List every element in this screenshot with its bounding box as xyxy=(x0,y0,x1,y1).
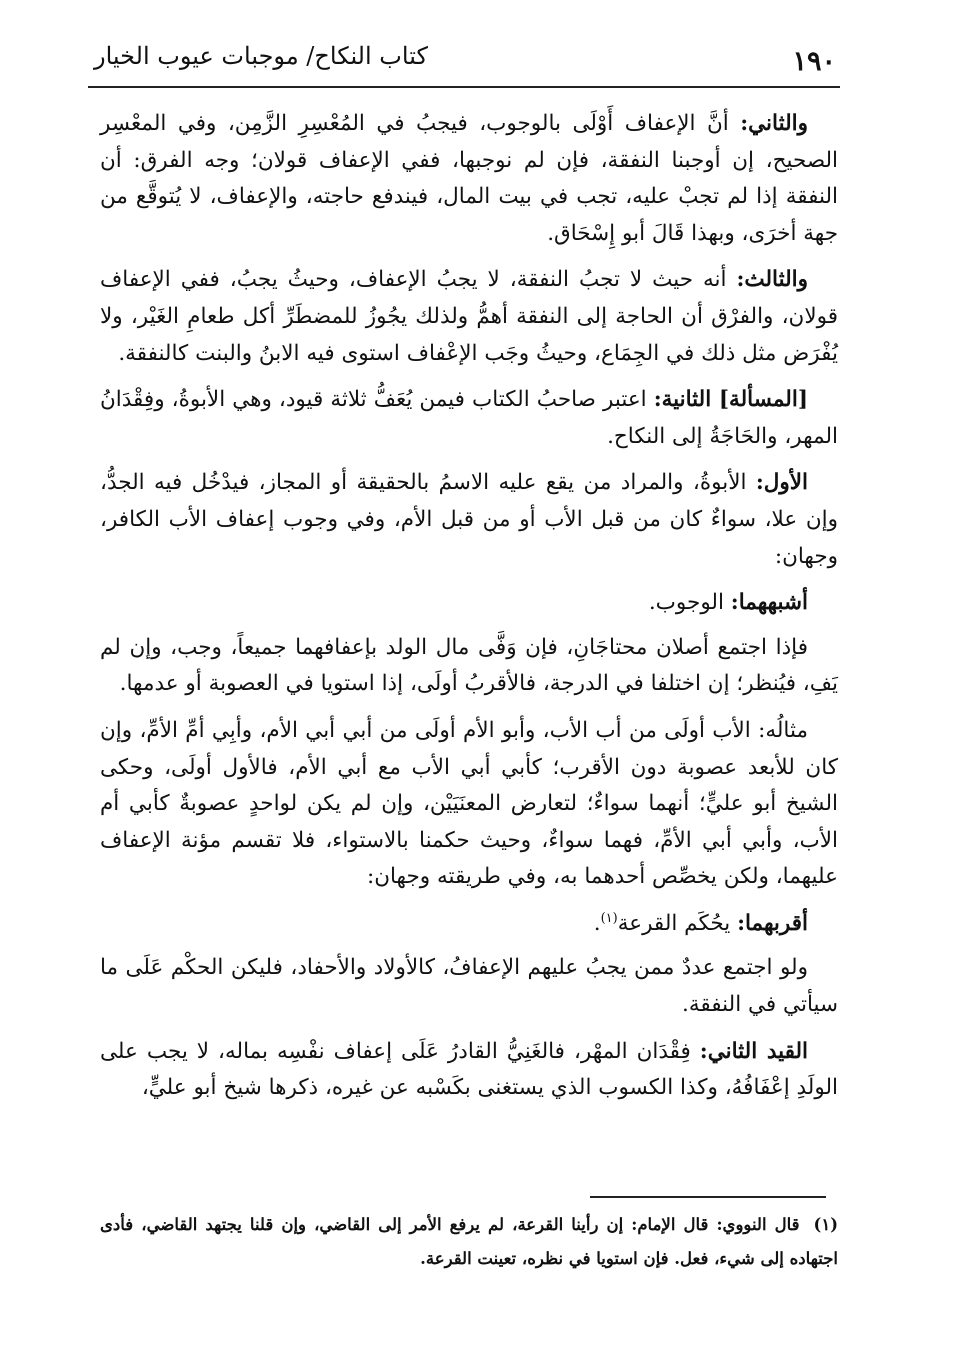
paragraph-lead: والثاني: xyxy=(740,111,808,136)
paragraph-second xyxy=(100,106,838,252)
main-text xyxy=(100,106,838,1117)
paragraph-text: الوجوب. xyxy=(648,590,731,616)
paragraph-two-ancestors xyxy=(100,630,838,703)
paragraph-text: ولو اجتمع عددٌ ممن يجبُ عليهم الإعفافُ، كالأولاد والأحفاد، فليكن الحكْم عَلَى ما سيأتي في النفقة. xyxy=(100,955,838,1018)
paragraph-text: أنَّ الإعفاف أَوْلَى بالوجوب، فيجبُ في المُعْسِرِ الزَّمِن، وفي المعْسِر الصحيح، إن أوجبنا النفقة، فإن لم نوجبها، ففي الإعفاف قولان؛ وجه الفرق: أن النفقة إذا لم تجبْ عليه، تجب في بيت المال، فيندفع حاجته، والإعفاف، لا يُتوقَّع من جهة أخرَى، وبهذا قَالَ أبو إِسْحَاق. xyxy=(100,111,838,246)
paragraph-second-condition xyxy=(100,1034,838,1107)
paragraph-text: الأبوةُ، والمراد من يقع عليه الاسمُ بالحقيقة أو المجاز، فيدْخُل فيه الجدُّ، وإن علا، سواءٌ كان من قبل الأب أو من قبل الأم، وفي وجوب إعفاف الأب الكافر، وجهان: xyxy=(100,470,838,569)
header-rule xyxy=(88,86,840,88)
paragraph-tail: . xyxy=(593,910,601,936)
footnote-text: قال النووي: قال الإمام: إن رأينا القرعة، لم يرفع الأمر إلى القاضي، وإن قلنا يجتهد القاضي، فأدى اجتهاده إلى شيء، فعل. فإن استويا في نظره، تعينت القرعة. xyxy=(100,1215,838,1268)
paragraph-lead: [المسألة] الثانية: xyxy=(653,387,808,413)
paragraph-example xyxy=(100,713,838,896)
paragraph-more-likely xyxy=(100,585,838,622)
paragraph-lead: أشبههما: xyxy=(730,590,808,616)
paragraph-multiple xyxy=(100,950,838,1023)
footnote-rule xyxy=(590,1196,826,1198)
paragraph-lead: الأول: xyxy=(755,470,808,496)
footnote-number: (١) xyxy=(813,1215,838,1234)
running-title: كتاب النكاح/ موجبات عيوب الخيار xyxy=(94,42,428,70)
paragraph-text: فإذا اجتمع أصلان محتاجَانِ، فإن وَفَّى مال الولد بإعفافهما جميعاً، وجب، وإن لم يَفِ، فيُنظر؛ إن اختلفا في الدرجة، فالأقربُ أولَى، إذا استويا في العصوبة أو عدمها. xyxy=(100,634,838,697)
footnote-reference[interactable]: (١) xyxy=(600,910,618,926)
paragraph-text: أنه حيث لا تجبُ النفقة، لا يجبُ الإعفاف، وحيثُ يجبُ، ففي الإعفاف قولان، والفرْق أن الحاجة إلى النفقة أهمُّ ولذلك يجُوزُ للمضطَرِّ أكل طعامِ الغَيْر، ولا يُفْرَض مثل ذلك في الجِمَاع، وحيثُ وجَب الإعْفاف استوى فيه الابنُ والبنت كالنفقة. xyxy=(100,267,838,366)
paragraph-lead: والثالث: xyxy=(736,267,808,293)
paragraph-text: يحُكَم القرعة xyxy=(617,910,738,936)
footnote xyxy=(100,1208,838,1276)
page-header xyxy=(88,34,848,84)
page-number: ١٩٠ xyxy=(792,46,836,77)
paragraph-text: فِقْدَان المهْر، فالغَنِيُّ القادرُ عَلَى إعفاف نفْسِه بماله، لا يجب على الولَدِ إعْفَافُهُ، وكذا الكسوب الذي يستغنى بكَسْبه عن غيره، ذكرها شيخ أبو عليٍّ، xyxy=(100,1038,838,1101)
paragraph-lead: أقربهما: xyxy=(737,910,808,936)
paragraph-text: مثالُه: الأب أولَى من أب الأب، وأبو الأم أولَى من أبي أبي الأم، وأبِي أمِّ الأمِّ، وإن كان للأبعد عصوبة دون الأقرب؛ كأبي أبي الأب مع أبي الأم، فالأول أولَى، وحكى الشيخ أبو عليٍّ؛ أنهما سواءٌ؛ لتعارض المعنَيَيْن، وإن لم يكن لواحدٍ عصوبةٌ كأبي أم الأب، وأبي أبي الأمِّ، فهما سواءٌ، وحيث حكمنا بالاستواء، فلا تقسم مؤنة الإعفاف عليهما، ولكن يخصِّص أحدهما به، وفي طريقته وجهان: xyxy=(100,717,838,890)
paragraph-third xyxy=(100,262,838,372)
paragraph-text: اعتبر صاحبُ الكتاب فيمن يُعَفُّ ثلاثة قيود، وهي الأبوةُ، وفِقْدَانُ المهر، والحَاجَةُ إلى النكاح. xyxy=(100,387,838,449)
paragraph-nearer xyxy=(100,906,838,943)
paragraph-second-issue xyxy=(100,382,838,455)
paragraph-first-condition xyxy=(100,465,838,575)
paragraph-lead: القيد الثاني: xyxy=(699,1038,808,1064)
